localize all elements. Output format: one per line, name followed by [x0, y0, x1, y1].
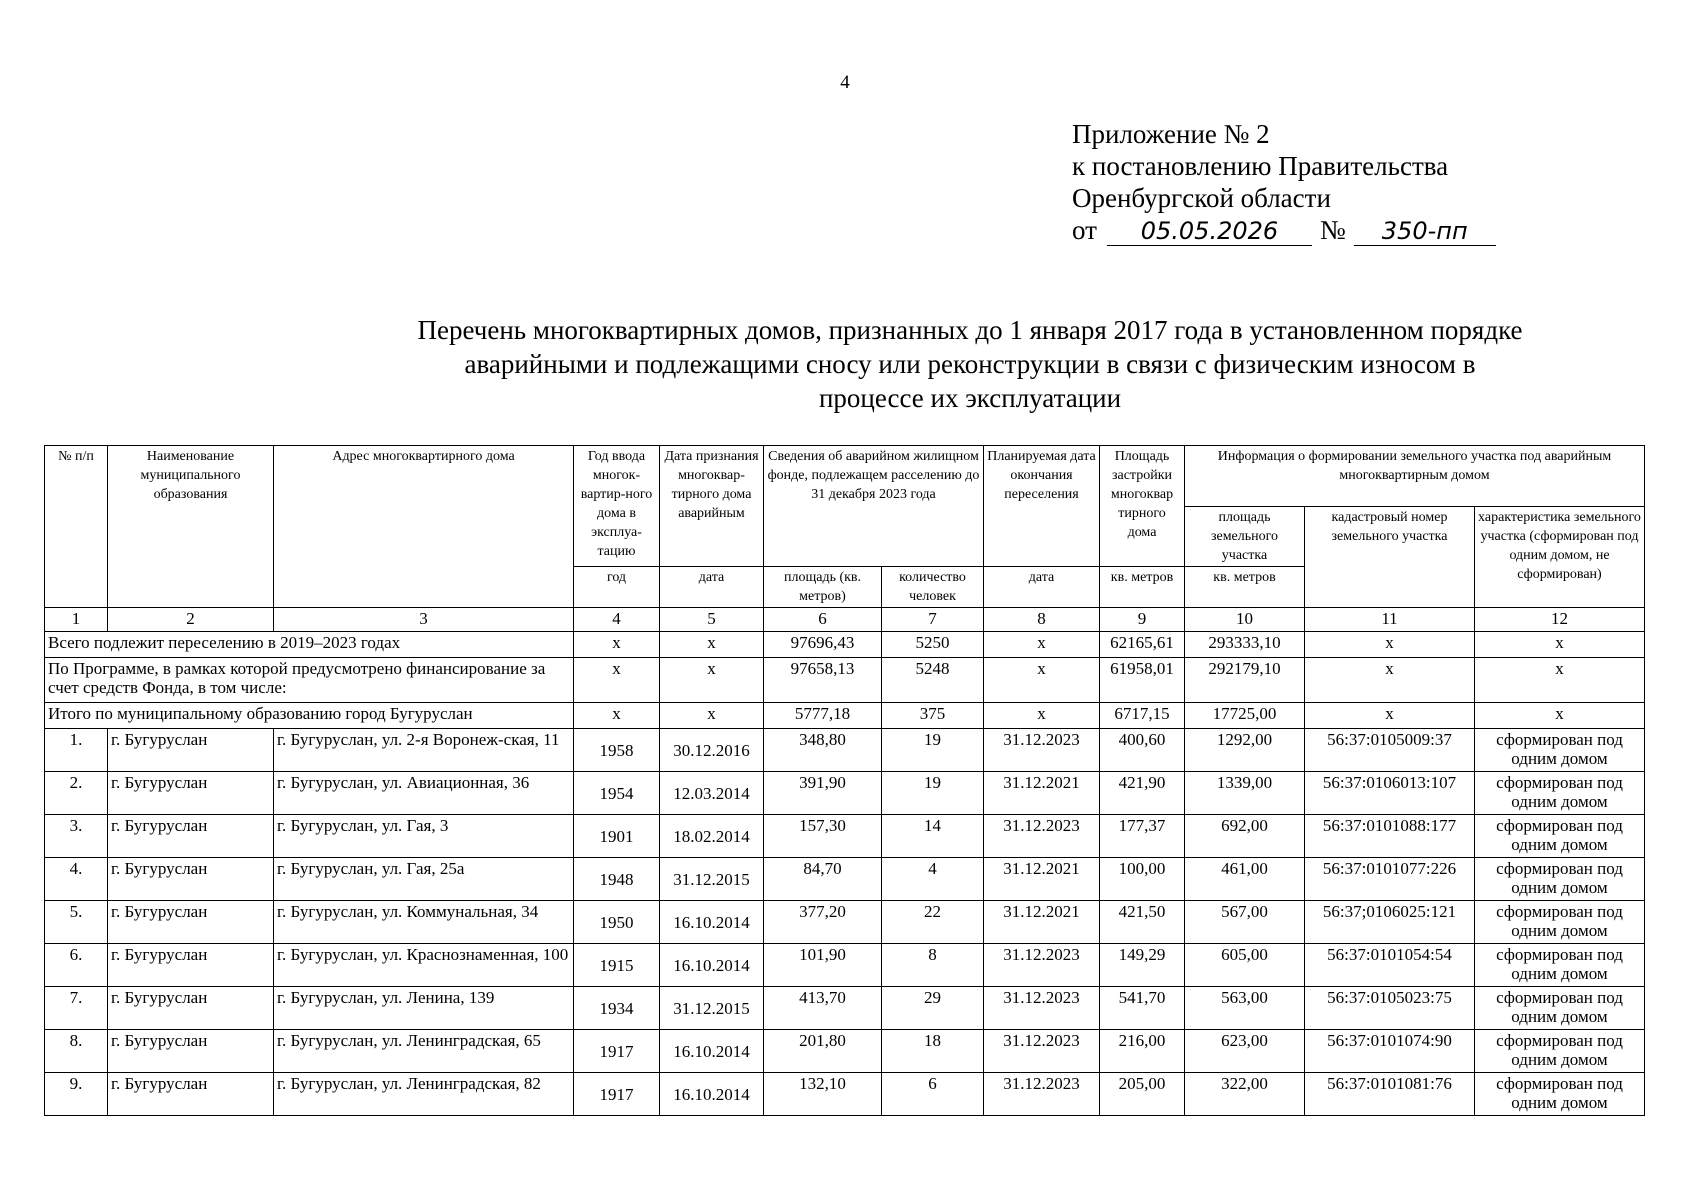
table-row: [45, 772, 1645, 815]
row-building: 541,70: [1100, 987, 1185, 1030]
summary-planned: х: [984, 703, 1100, 729]
column-number-row: [45, 608, 1645, 632]
row-building: 149,29: [1100, 944, 1185, 987]
row-cadastral: 56:37:0105009:37: [1305, 729, 1475, 772]
unit-land: кв. метров: [1185, 567, 1305, 608]
row-area: 132,10: [764, 1073, 882, 1116]
summary-planned: х: [984, 632, 1100, 658]
row-land-char: сформирован под одним домом: [1475, 858, 1645, 901]
row-cadastral: 56:37:0105023:75: [1305, 987, 1475, 1030]
summary-row-municipality: [45, 703, 1645, 729]
row-planned: 31.12.2021: [984, 901, 1100, 944]
header-num: № п/п: [45, 446, 108, 608]
row-municipality: г. Бугуруслан: [108, 987, 274, 1030]
row-land: 322,00: [1185, 1073, 1305, 1116]
row-building: 400,60: [1100, 729, 1185, 772]
summary-land: 292179,10: [1185, 658, 1305, 703]
row-area: 391,90: [764, 772, 882, 815]
row-land-char: сформирован под одним домом: [1475, 944, 1645, 987]
row-planned: 31.12.2023: [984, 1073, 1100, 1116]
row-land: 1339,00: [1185, 772, 1305, 815]
row-land-char: сформирован под одним домом: [1475, 987, 1645, 1030]
row-people: 22: [882, 901, 984, 944]
row-building: 177,37: [1100, 815, 1185, 858]
summary-label: Итого по муниципальному образованию город Бугуруслан: [45, 703, 574, 729]
header-planned-date: Планируемая дата окончания переселения: [984, 446, 1100, 567]
row-year: 1917: [574, 1030, 660, 1073]
header-emergency-info: Сведения об аварийном жилищном фонде, подлежащем расселению до 31 декабря 2023 года: [764, 446, 984, 567]
title-line-1: Перечень многоквартирных домов, признанных до 1 января 2017 года в установленном порядке: [417, 315, 1523, 345]
row-planned: 31.12.2023: [984, 1030, 1100, 1073]
row-cadastral: 56:37:0101054:54: [1305, 944, 1475, 987]
row-date: 12.03.2014: [660, 772, 764, 815]
row-land: 692,00: [1185, 815, 1305, 858]
summary-area: 5777,18: [764, 703, 882, 729]
summary-row-total: [45, 632, 1645, 658]
row-date: 31.12.2015: [660, 987, 764, 1030]
row-land-char: сформирован под одним домом: [1475, 1073, 1645, 1116]
table-row: [45, 815, 1645, 858]
row-municipality: г. Бугуруслан: [108, 772, 274, 815]
summary-label: По Программе, в рамках которой предусмотрено финансирование за счет средств Фонда, в том числе:: [45, 658, 574, 703]
row-planned: 31.12.2023: [984, 944, 1100, 987]
appendix-signature-row: [1072, 214, 1496, 246]
row-municipality: г. Бугуруслан: [108, 729, 274, 772]
row-land-char: сформирован под одним домом: [1475, 729, 1645, 772]
row-num: 6.: [45, 944, 108, 987]
row-num: 9.: [45, 1073, 108, 1116]
row-building: 421,50: [1100, 901, 1185, 944]
row-cadastral: 56:37:0101074:90: [1305, 1030, 1475, 1073]
row-municipality: г. Бугуруслан: [108, 1030, 274, 1073]
col-number: 8: [984, 608, 1100, 632]
col-number: 7: [882, 608, 984, 632]
row-land: 567,00: [1185, 901, 1305, 944]
title-line-2: аварийными и подлежащими сносу или реконструкции в связи с физическим износом в: [464, 349, 1476, 379]
row-date: 16.10.2014: [660, 1073, 764, 1116]
appendix-block: [1072, 118, 1496, 246]
row-municipality: г. Бугуруслан: [108, 901, 274, 944]
row-num: 7.: [45, 987, 108, 1030]
row-num: 8.: [45, 1030, 108, 1073]
row-people: 19: [882, 729, 984, 772]
row-building: 421,90: [1100, 772, 1185, 815]
row-people: 29: [882, 987, 984, 1030]
row-address: г. Бугуруслан, ул. Гая, 25а: [274, 858, 574, 901]
summary-area: 97658,13: [764, 658, 882, 703]
header-year: Год ввода многок-вартир-ного дома в эксплуа-тацию: [574, 446, 660, 567]
row-year: 1948: [574, 858, 660, 901]
row-land: 461,00: [1185, 858, 1305, 901]
number-label: №: [1319, 215, 1346, 245]
header-municipality: Наименование муниципального образования: [108, 446, 274, 608]
page-number: 4: [840, 72, 850, 93]
row-planned: 31.12.2023: [984, 987, 1100, 1030]
header-address: Адрес многоквартирного дома: [274, 446, 574, 608]
unit-year: год: [574, 567, 660, 608]
row-land: 1292,00: [1185, 729, 1305, 772]
row-num: 1.: [45, 729, 108, 772]
row-land-char: сформирован под одним домом: [1475, 815, 1645, 858]
summary-char: х: [1475, 632, 1645, 658]
summary-date: х: [660, 632, 764, 658]
col-number: 1: [45, 608, 108, 632]
row-planned: 31.12.2021: [984, 858, 1100, 901]
col-number: 9: [1100, 608, 1185, 632]
summary-year: х: [574, 658, 660, 703]
handwritten-number: 350-пп: [1354, 217, 1496, 246]
row-area: 201,80: [764, 1030, 882, 1073]
summary-people: 5248: [882, 658, 984, 703]
row-num: 5.: [45, 901, 108, 944]
row-year: 1954: [574, 772, 660, 815]
row-land: 563,00: [1185, 987, 1305, 1030]
row-address: г. Бугуруслан, ул. Гая, 3: [274, 815, 574, 858]
row-address: г. Бугуруслан, ул. Краснознаменная, 100: [274, 944, 574, 987]
summary-year: х: [574, 632, 660, 658]
row-year: 1950: [574, 901, 660, 944]
summary-land: 17725,00: [1185, 703, 1305, 729]
row-area: 377,20: [764, 901, 882, 944]
row-building: 216,00: [1100, 1030, 1185, 1073]
col-number: 3: [274, 608, 574, 632]
row-date: 16.10.2014: [660, 901, 764, 944]
row-year: 1901: [574, 815, 660, 858]
row-date: 16.10.2014: [660, 1030, 764, 1073]
row-year: 1958: [574, 729, 660, 772]
col-number: 4: [574, 608, 660, 632]
row-address: г. Бугуруслан, ул. Ленинградская, 65: [274, 1030, 574, 1073]
table-row: [45, 901, 1645, 944]
row-municipality: г. Бугуруслан: [108, 1073, 274, 1116]
header-land-area: площадь земельного участка: [1185, 507, 1305, 567]
row-land: 623,00: [1185, 1030, 1305, 1073]
row-cadastral: 56:37;0106025:121: [1305, 901, 1475, 944]
col-number: 12: [1475, 608, 1645, 632]
row-date: 31.12.2015: [660, 858, 764, 901]
from-label: от: [1072, 215, 1097, 245]
row-date: 18.02.2014: [660, 815, 764, 858]
row-people: 4: [882, 858, 984, 901]
row-num: 2.: [45, 772, 108, 815]
row-people: 18: [882, 1030, 984, 1073]
summary-char: х: [1475, 658, 1645, 703]
table-row: [45, 987, 1645, 1030]
row-date: 30.12.2016: [660, 729, 764, 772]
row-building: 100,00: [1100, 858, 1185, 901]
table-row: [45, 858, 1645, 901]
summary-people: 5250: [882, 632, 984, 658]
row-people: 19: [882, 772, 984, 815]
col-number: 10: [1185, 608, 1305, 632]
row-num: 3.: [45, 815, 108, 858]
summary-area: 97696,43: [764, 632, 882, 658]
row-year: 1915: [574, 944, 660, 987]
row-municipality: г. Бугуруслан: [108, 815, 274, 858]
row-area: 348,80: [764, 729, 882, 772]
row-num: 4.: [45, 858, 108, 901]
col-number: 11: [1305, 608, 1475, 632]
appendix-line-region: Оренбургской области: [1072, 183, 1331, 213]
summary-cadastral: х: [1305, 658, 1475, 703]
row-planned: 31.12.2023: [984, 729, 1100, 772]
row-area: 413,70: [764, 987, 882, 1030]
row-municipality: г. Бугуруслан: [108, 944, 274, 987]
header-land-info: Информация о формировании земельного участка под аварийным многоквартирным домом: [1185, 446, 1645, 507]
row-cadastral: 56:37:0101077:226: [1305, 858, 1475, 901]
header-cadastral: кадастровый номер земельного участка: [1305, 507, 1475, 608]
row-people: 6: [882, 1073, 984, 1116]
row-address: г. Бугуруслан, ул. Ленинградская, 82: [274, 1073, 574, 1116]
row-people: 14: [882, 815, 984, 858]
row-cadastral: 56:37:0101081:76: [1305, 1073, 1475, 1116]
summary-building: 61958,01: [1100, 658, 1185, 703]
unit-date: дата: [660, 567, 764, 608]
header-date-recognized: Дата признания многоквар-тирного дома аварийным: [660, 446, 764, 567]
summary-building: 6717,15: [1100, 703, 1185, 729]
summary-char: х: [1475, 703, 1645, 729]
row-address: г. Бугуруслан, ул. Коммунальная, 34: [274, 901, 574, 944]
summary-building: 62165,61: [1100, 632, 1185, 658]
appendix-title: Приложение № 2: [1072, 119, 1270, 149]
unit-building: кв. метров: [1100, 567, 1185, 608]
document-title: [340, 313, 1600, 415]
col-number: 2: [108, 608, 274, 632]
row-land-char: сформирован под одним домом: [1475, 772, 1645, 815]
row-year: 1934: [574, 987, 660, 1030]
appendix-line-resolution: к постановлению Правительства: [1072, 151, 1449, 181]
row-year: 1917: [574, 1073, 660, 1116]
row-date: 16.10.2014: [660, 944, 764, 987]
row-people: 8: [882, 944, 984, 987]
row-area: 84,70: [764, 858, 882, 901]
handwritten-date: 05.05.2026: [1107, 217, 1312, 246]
row-area: 157,30: [764, 815, 882, 858]
unit-people: количество человек: [882, 567, 984, 608]
row-planned: 31.12.2021: [984, 772, 1100, 815]
summary-cadastral: х: [1305, 703, 1475, 729]
unit-planned: дата: [984, 567, 1100, 608]
row-area: 101,90: [764, 944, 882, 987]
table-row: [45, 1030, 1645, 1073]
row-address: г. Бугуруслан, ул. Авиационная, 36: [274, 772, 574, 815]
row-cadastral: 56:37:0106013:107: [1305, 772, 1475, 815]
col-number: 5: [660, 608, 764, 632]
col-number: 6: [764, 608, 882, 632]
row-address: г. Бугуруслан, ул. 2-я Воронеж-ская, 11: [274, 729, 574, 772]
summary-label: Всего подлежит переселению в 2019–2023 годах: [45, 632, 574, 658]
row-municipality: г. Бугуруслан: [108, 858, 274, 901]
summary-date: х: [660, 703, 764, 729]
header-building-area: Площадь застройки многоквар тирного дома: [1100, 446, 1185, 567]
row-cadastral: 56:37:0101088:177: [1305, 815, 1475, 858]
summary-land: 293333,10: [1185, 632, 1305, 658]
row-building: 205,00: [1100, 1073, 1185, 1116]
table-row: [45, 944, 1645, 987]
table-row: [45, 1073, 1645, 1116]
unit-area: площадь (кв. метров): [764, 567, 882, 608]
table-row: [45, 729, 1645, 772]
summary-date: х: [660, 658, 764, 703]
summary-year: х: [574, 703, 660, 729]
row-address: г. Бугуруслан, ул. Ленина, 139: [274, 987, 574, 1030]
row-planned: 31.12.2023: [984, 815, 1100, 858]
row-land: 605,00: [1185, 944, 1305, 987]
summary-people: 375: [882, 703, 984, 729]
summary-cadastral: х: [1305, 632, 1475, 658]
header-row-1: [45, 446, 1645, 507]
row-land-char: сформирован под одним домом: [1475, 1030, 1645, 1073]
header-land-char: характеристика земельного участка (сформирован под одним домом, не сформирован): [1475, 507, 1645, 608]
row-land-char: сформирован под одним домом: [1475, 901, 1645, 944]
summary-planned: х: [984, 658, 1100, 703]
title-line-3: процессе их эксплуатации: [818, 383, 1122, 413]
housing-table: [44, 445, 1645, 1116]
summary-row-program: [45, 658, 1645, 703]
